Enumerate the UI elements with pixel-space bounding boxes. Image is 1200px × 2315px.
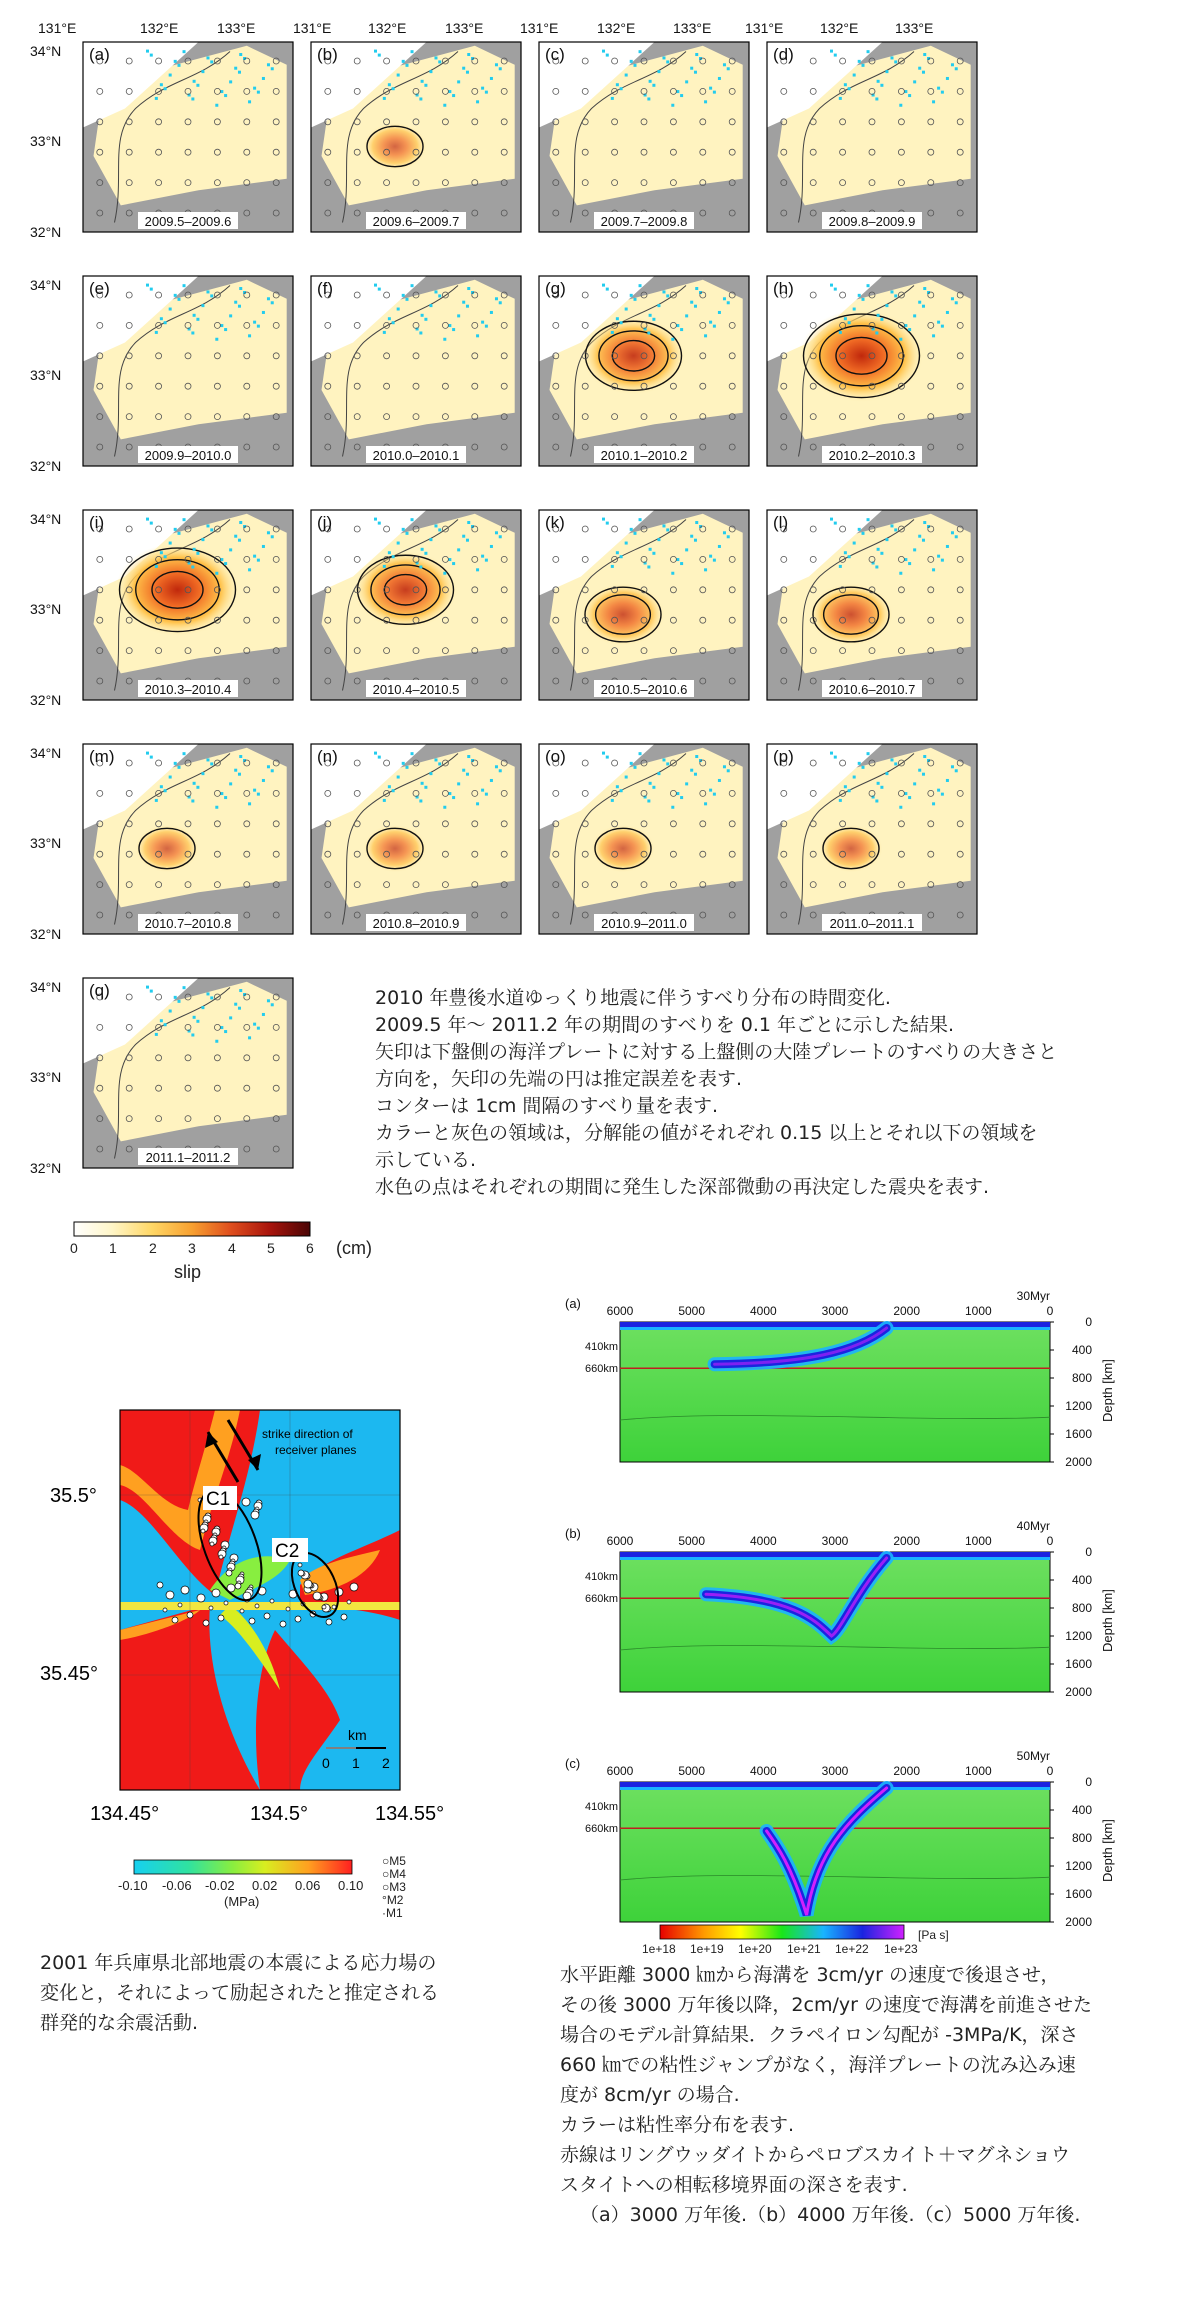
slip-tick: 4 <box>228 1240 236 1256</box>
viscosity-colorbar-labels <box>0 1928 1200 1962</box>
slip-panel-period: 2009.7–2009.8 <box>600 214 688 229</box>
visc-depth-tick: 400 <box>1071 1573 1092 1587</box>
lon-label: 131°E <box>293 20 332 36</box>
visc-x-tick: 1000 <box>964 1304 992 1318</box>
slip-panel <box>83 978 293 1168</box>
slip-panel-letter: (o) <box>545 747 566 766</box>
slip-panel-period: 2011.0–2011.1 <box>829 916 915 931</box>
visc-x-tick: 3000 <box>821 1764 849 1778</box>
visc-boundary-label: 410km <box>584 1341 618 1353</box>
lat-label: 34°N <box>30 511 62 527</box>
lat-label: 32°N <box>30 224 62 240</box>
visc-depth-tick: 1600 <box>1065 1657 1092 1671</box>
visc-x-tick: 6000 <box>606 1534 634 1548</box>
visc-depth-tick: 0 <box>1085 1315 1092 1329</box>
stress-lon-label: 134.45° <box>90 1803 160 1825</box>
visc-depth-tick: 1600 <box>1065 1427 1092 1441</box>
visc-depth-tick: 800 <box>1071 1831 1092 1845</box>
slip-panel-period: 2010.7–2010.8 <box>144 916 232 931</box>
slip-panel <box>83 510 293 700</box>
slip-panel <box>539 42 749 232</box>
visc-x-tick: 0 <box>1046 1304 1054 1318</box>
lat-label: 32°N <box>30 458 62 474</box>
slip-panel <box>767 510 977 700</box>
lon-label: 131°E <box>38 20 77 36</box>
slip-panel-period: 2009.5–2009.6 <box>144 214 232 229</box>
slip-caption-line: 矢印は下盤側の海洋プレートに対する上盤側の大陸プレートのすべりの大きさと <box>375 1041 1058 1063</box>
slip-caption-line: コンターは 1cm 間隔のすべり量を表す. <box>375 1095 719 1117</box>
visc-x-tick: 3000 <box>821 1534 849 1548</box>
visc-depth-tick: 2000 <box>1065 1685 1092 1699</box>
slip-panel <box>83 744 293 934</box>
lat-labels-row-1 <box>30 43 61 240</box>
slip-panel-period: 2011.1–2011.2 <box>145 1150 231 1165</box>
lat-labels-row-3 <box>30 511 61 708</box>
stress-tick: -0.06 <box>162 1878 192 1893</box>
visc-tick: 1e+18 <box>642 1942 676 1956</box>
visc-panel-letter: (b) <box>565 1526 581 1541</box>
lat-label: 32°N <box>30 1160 62 1176</box>
scale-tick: 0 <box>322 1755 330 1771</box>
slip-panel <box>767 276 977 466</box>
slip-panel-letter: (h) <box>773 279 794 298</box>
visc-x-tick: 2000 <box>893 1534 921 1548</box>
visc-depth-label: Depth [km] <box>1100 1589 1115 1652</box>
slip-panel-period: 2010.4–2010.5 <box>372 682 460 697</box>
scale-tick: 2 <box>382 1755 390 1771</box>
lon-label: 133°E <box>895 20 934 36</box>
slip-panel-period: 2010.0–2010.1 <box>372 448 460 463</box>
lon-label: 132°E <box>597 20 636 36</box>
visc-depth-label: Depth [km] <box>1100 1819 1115 1882</box>
visc-caption-line: スタイトへの相転移境界面の深さを表す. <box>560 2174 908 2196</box>
stress-caption-line: 変化と，それによって励起されたと推定される <box>40 1982 440 2004</box>
visc-caption-line: 度が 8cm/yr の場合. <box>560 2084 740 2106</box>
viscosity-figure <box>560 1270 1200 1950</box>
mag-legend-item: ○M4 <box>382 1867 406 1881</box>
visc-tick: 1e+23 <box>884 1942 918 1956</box>
slip-panel-period: 2010.6–2010.7 <box>828 682 916 697</box>
lon-label: 133°E <box>445 20 484 36</box>
strike-text: strike direction of <box>262 1427 353 1441</box>
visc-boundary-label: 410km <box>584 1571 618 1583</box>
visc-boundary-label: 660km <box>584 1363 618 1376</box>
visc-x-tick: 4000 <box>749 1534 777 1548</box>
slip-tick: 1 <box>109 1240 117 1256</box>
slip-panel-letter: (l) <box>773 513 789 532</box>
stress-map-figure <box>0 1390 560 1890</box>
visc-boundary-label: 410km <box>584 1801 618 1813</box>
slip-colorbar <box>74 1222 310 1236</box>
slip-caption <box>375 985 1057 1201</box>
viscosity-panel <box>565 1749 1115 1929</box>
strike-text: receiver planes <box>275 1443 357 1457</box>
lat-label: 34°N <box>30 745 62 761</box>
visc-caption-line: 場合のモデル計算結果．クラペイロン勾配が -3MPa/K，深さ <box>560 2024 1079 2046</box>
visc-x-tick: 5000 <box>678 1764 706 1778</box>
visc-depth-tick: 800 <box>1071 1371 1092 1385</box>
visc-panel-letter: (c) <box>565 1756 581 1771</box>
visc-panel-letter: (a) <box>565 1296 581 1311</box>
slip-caption-line: 2009.5 年～ 2011.2 年の期間のすべりを 0.1 年ごとに示した結果. <box>375 1014 955 1036</box>
visc-depth-tick: 0 <box>1085 1775 1092 1789</box>
slip-panel <box>311 510 521 700</box>
lat-label: 33°N <box>30 835 62 851</box>
slip-panel <box>539 510 749 700</box>
visc-x-tick: 5000 <box>678 1304 706 1318</box>
visc-caption-line: 水平距離 3000 ㎞から海溝を 3cm/yr の速度で後退させ， <box>560 1964 1060 1986</box>
lat-label: 34°N <box>30 277 62 293</box>
lat-labels-row-2 <box>30 277 61 474</box>
visc-depth-tick: 1200 <box>1065 1629 1092 1643</box>
visc-depth-tick: 2000 <box>1065 1455 1092 1469</box>
visc-tick: 1e+20 <box>738 1942 772 1956</box>
visc-x-tick: 0 <box>1046 1764 1054 1778</box>
viscosity-panel <box>565 1289 1115 1469</box>
visc-x-tick: 2000 <box>893 1764 921 1778</box>
visc-boundary-label: 660km <box>584 1823 618 1836</box>
lat-label: 32°N <box>30 692 62 708</box>
visc-depth-tick: 2000 <box>1065 1915 1092 1929</box>
mag-legend-item: ○M3 <box>382 1880 406 1894</box>
visc-x-tick: 0 <box>1046 1534 1054 1548</box>
slip-panel <box>539 744 749 934</box>
visc-x-tick: 6000 <box>606 1304 634 1318</box>
visc-x-tick: 4000 <box>749 1304 777 1318</box>
stress-caption-line: 2001 年兵庫県北部地震の本震による応力場の <box>40 1952 437 1974</box>
visc-depth-tick: 0 <box>1085 1545 1092 1559</box>
lon-label: 132°E <box>820 20 859 36</box>
visc-x-tick: 4000 <box>749 1764 777 1778</box>
slip-caption-line: 示している. <box>375 1149 477 1171</box>
slip-panel-period: 2010.3–2010.4 <box>144 682 232 697</box>
slip-tick: 6 <box>306 1240 314 1256</box>
slip-panel <box>311 276 521 466</box>
lat-label: 34°N <box>30 43 62 59</box>
visc-x-tick: 2000 <box>893 1304 921 1318</box>
cluster-c2-label: C2 <box>275 1541 300 1562</box>
slip-panel-letter: (n) <box>317 747 338 766</box>
lon-label: 133°E <box>217 20 256 36</box>
stress-lon-label: 134.55° <box>375 1803 445 1825</box>
lat-labels-row-5 <box>30 979 61 1176</box>
stress-colorbar-labels <box>0 1878 560 1918</box>
lat-labels-row-4 <box>30 745 61 942</box>
visc-tick: 1e+22 <box>835 1942 869 1956</box>
visc-caption-line: 660 ㎞での粘性ジャンプがなく，海洋プレートの沈み込み速 <box>560 2054 1076 2076</box>
slip-panel-letter: (i) <box>89 513 105 532</box>
slip-panel <box>539 276 749 466</box>
lat-label: 32°N <box>30 926 62 942</box>
stress-lat-label: 35.5° <box>50 1485 97 1507</box>
slip-panel-letter: (k) <box>545 513 565 532</box>
slip-tick: 2 <box>149 1240 157 1256</box>
visc-unit: [Pa s] <box>918 1928 949 1942</box>
visc-depth-tick: 400 <box>1071 1803 1092 1817</box>
visc-panel-age: 40Myr <box>1016 1519 1050 1533</box>
slip-panel-letter: (f) <box>317 279 334 298</box>
lat-label: 33°N <box>30 133 62 149</box>
slip-panel-period: 2009.6–2009.7 <box>372 214 460 229</box>
slip-unit: (cm) <box>336 1238 372 1258</box>
slip-panel <box>311 42 521 232</box>
viscosity-caption <box>560 1960 1092 2230</box>
lat-label: 34°N <box>30 979 62 995</box>
slip-panel-period: 2009.9–2010.0 <box>144 448 232 463</box>
visc-tick: 1e+19 <box>690 1942 724 1956</box>
visc-tick: 1e+21 <box>787 1942 821 1956</box>
slip-panel-letter: (e) <box>89 279 110 298</box>
viscosity-panels-group <box>565 1289 1115 1929</box>
mag-legend-item: ·M1 <box>382 1906 403 1920</box>
top-longitude-labels <box>38 20 933 36</box>
visc-panel-age: 30Myr <box>1016 1289 1050 1303</box>
slip-panel-letter: (b) <box>317 45 338 64</box>
stress-tick: 0.06 <box>295 1878 321 1893</box>
lon-label: 133°E <box>673 20 712 36</box>
slip-panel-letter: (q) <box>89 981 110 1000</box>
slip-panel-letter: (c) <box>545 45 565 64</box>
visc-depth-tick: 1200 <box>1065 1859 1092 1873</box>
visc-depth-tick: 1600 <box>1065 1887 1092 1901</box>
visc-caption-line: 赤線はリングウッダイトからペロブスカイト＋マグネショウ <box>560 2144 1070 2166</box>
lat-label: 33°N <box>30 601 62 617</box>
slip-panel-period: 2010.9–2011.0 <box>601 916 687 931</box>
lon-label: 131°E <box>520 20 559 36</box>
visc-x-tick: 1000 <box>964 1534 992 1548</box>
visc-boundary-label: 660km <box>584 1593 618 1606</box>
visc-x-tick: 1000 <box>964 1764 992 1778</box>
visc-x-tick: 6000 <box>606 1764 634 1778</box>
lat-label: 33°N <box>30 1069 62 1085</box>
mag-legend-item: °M2 <box>382 1893 404 1907</box>
slip-caption-line: 2010 年豊後水道ゆっくり地震に伴うすべり分布の時間変化. <box>375 987 891 1009</box>
slip-colorbar-ticks <box>0 1238 372 1300</box>
slip-caption-line: 方向を，矢印の先端の円は推定誤差を表す. <box>375 1068 743 1090</box>
mag-legend-item: ○M5 <box>382 1854 406 1868</box>
slip-label: slip <box>174 1262 202 1282</box>
visc-x-tick: 3000 <box>821 1304 849 1318</box>
slip-caption-line: カラーと灰色の領域は，分解能の値がそれぞれ 0.15 以上とそれ以下の領域を <box>375 1122 1038 1144</box>
scale-tick: 1 <box>352 1755 360 1771</box>
slip-panel-letter: (j) <box>317 513 333 532</box>
slip-panel-letter: (g) <box>545 279 566 298</box>
slip-panel-period: 2010.2–2010.3 <box>828 448 916 463</box>
stress-unit: (MPa) <box>224 1894 260 1909</box>
slip-panel-period: 2009.8–2009.9 <box>828 214 916 229</box>
lon-label: 132°E <box>368 20 407 36</box>
magnitude-legend <box>382 1855 406 1920</box>
slip-panel-period: 2010.8–2010.9 <box>372 916 460 931</box>
visc-x-tick: 5000 <box>678 1534 706 1548</box>
slip-panel-letter: (p) <box>773 747 794 766</box>
slip-panel-letter: (m) <box>89 747 115 766</box>
slip-panel <box>311 744 521 934</box>
visc-depth-label: Depth [km] <box>1100 1359 1115 1422</box>
visc-caption-line: カラーは粘性率分布を表す. <box>560 2114 795 2136</box>
stress-caption-line: 群発的な余震活動. <box>40 2012 199 2034</box>
slip-panel-letter: (d) <box>773 45 794 64</box>
stress-tick: -0.10 <box>118 1878 148 1893</box>
cluster-c1-label: C1 <box>206 1489 231 1510</box>
visc-panel-age: 50Myr <box>1016 1749 1050 1763</box>
visc-depth-tick: 800 <box>1071 1601 1092 1615</box>
stress-tick: 0.02 <box>252 1878 278 1893</box>
visc-depth-tick: 400 <box>1071 1343 1092 1357</box>
slip-panel-letter: (a) <box>89 45 110 64</box>
slip-panel <box>767 42 977 232</box>
stress-tick: 0.10 <box>338 1878 364 1893</box>
slip-tick: 3 <box>188 1240 196 1256</box>
scale-unit: km <box>348 1727 367 1743</box>
lon-label: 131°E <box>745 20 784 36</box>
stress-tick: -0.02 <box>205 1878 235 1893</box>
stress-lon-label: 134.5° <box>250 1803 309 1825</box>
slip-caption-line: 水色の点はそれぞれの期間に発生した深部微動の再決定した震央を表す. <box>375 1176 990 1198</box>
slip-panel-period: 2010.1–2010.2 <box>600 448 688 463</box>
lat-label: 33°N <box>30 367 62 383</box>
slip-panel <box>83 42 293 232</box>
slip-panel <box>83 276 293 466</box>
slip-panel <box>767 744 977 934</box>
stress-lat-label: 35.45° <box>40 1663 99 1685</box>
visc-caption-line: （a）3000 万年後.（b）4000 万年後.（c）5000 万年後. <box>580 2204 1081 2226</box>
slip-panel-period: 2010.5–2010.6 <box>600 682 688 697</box>
viscosity-panel <box>565 1519 1115 1699</box>
visc-caption-line: その後 3000 万年後以降，2cm/yr の速度で海溝を前進させた <box>560 1994 1092 2016</box>
slip-tick: 0 <box>70 1240 78 1256</box>
lon-label: 132°E <box>140 20 179 36</box>
slip-tick: 5 <box>267 1240 275 1256</box>
visc-depth-tick: 1200 <box>1065 1399 1092 1413</box>
